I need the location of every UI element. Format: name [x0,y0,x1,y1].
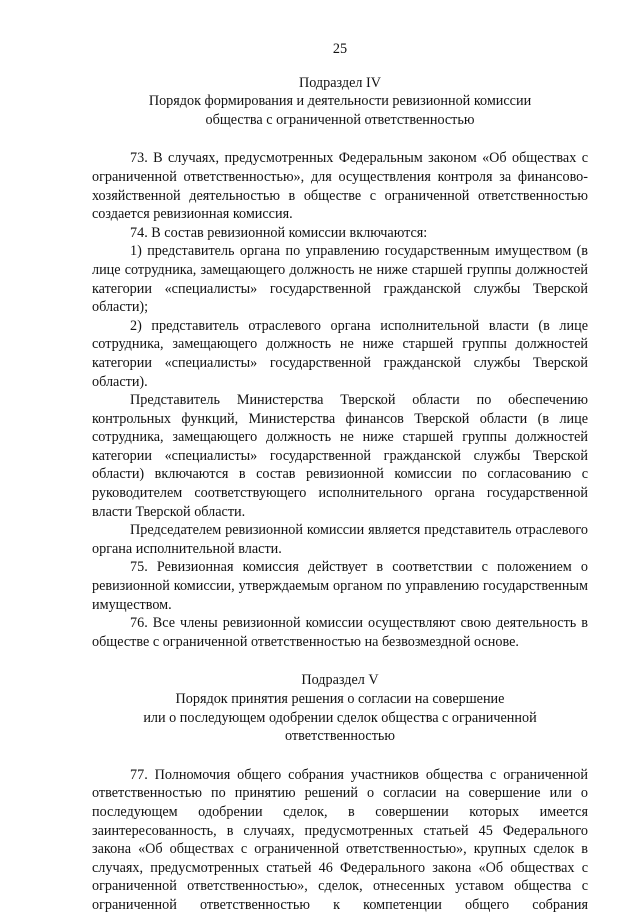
subsection-v-heading [92,671,588,745]
document-page [92,40,588,915]
paragraph-73: 73. В случаях, предусмотренных Федеральным законом «Об обществах с ограниченной ответственностью», для осуществления контроля за финансово-хозяйственной деятельностью в обществе с ограниченной ответственностью создается ревизионная комиссия. [92,150,588,223]
subsection-iv-heading-line: Порядок формирования и деятельности ревизионной комиссии [148,93,532,110]
paragraph-74: 74. В состав ревизионной комиссии включаются: [130,224,428,241]
subsection-v-heading-line: ответственностью [284,728,395,745]
paragraph-75: 75. Ревизионная комиссия действует в соответствии с положением о ревизионной комиссии, утверждаемым органом по управлению государственным имуществом. [92,559,588,613]
paragraph-74-item-2: 2) представитель отраслевого органа исполнительной власти (в лице сотрудника, замещающего должность не ниже старшей группы должностей категории «специалисты» государственной гражданской службы Тверской области). [92,317,588,390]
subsection-iv-heading-line: общества с ограниченной ответственностью [205,111,475,128]
paragraph-74-representatives: Представитель Министерства Тверской области по обеспечению контрольных функций, Министерства финансов Тверской области (в лице сотрудника, замещающего должность не ниже старшей группы должностей категории «специалисты» государственной гражданской службы Тверской области) включаются в состав ревизионной комиссии по согласованию с руководителем соответствующего исполнительного органа государственной власти Тверской области. [92,392,588,520]
paragraph-74-chairman: Председателем ревизионной комиссии является представитель отраслевого органа исполнительной власти. [92,522,588,557]
subsection-v-body [92,766,588,915]
page-number: 25 [332,41,348,57]
subsection-iv-title: Подраздел IV [298,74,381,91]
subsection-v-heading-line: Порядок принятия решения о согласии на совершение [175,691,505,707]
subsection-iv-heading [92,74,588,130]
paragraph-77: 77. Полномочия общего собрания участников общества с ограниченной ответственностью по принятию решений о согласии на совершение или о последующем одобрении сделок, в совершении которых имеется заинтересованность, в случаях, предусмотренных статьей 45 Федерального закона «Об обществах с ограниченной ответственностью», крупных сделок в случаях, предусмотренных статьей 46 Федерального закона «Об обществах с ограниченной ответственностью», сделок, отнесенных уставом общества с ограниченной ответственностью к компетенции общего собрания [92,766,588,913]
subsection-v-heading-line: или о последующем одобрении сделок общества с ограниченной [143,709,537,726]
paragraph-76: 76. Все члены ревизионной комиссии осуществляют свою деятельность в обществе с ограниченной ответственностью на безвозмездной основе. [92,615,588,650]
subsection-iv-body [92,149,588,651]
paragraph-74-item-1: 1) представитель органа по управлению государственным имуществом (в лице сотрудника, замещающего должность не ниже старшей группы должностей категории «специалисты» государственной гражданской службы Тверской области); [92,243,588,316]
subsection-v-title: Подраздел V [301,672,379,689]
